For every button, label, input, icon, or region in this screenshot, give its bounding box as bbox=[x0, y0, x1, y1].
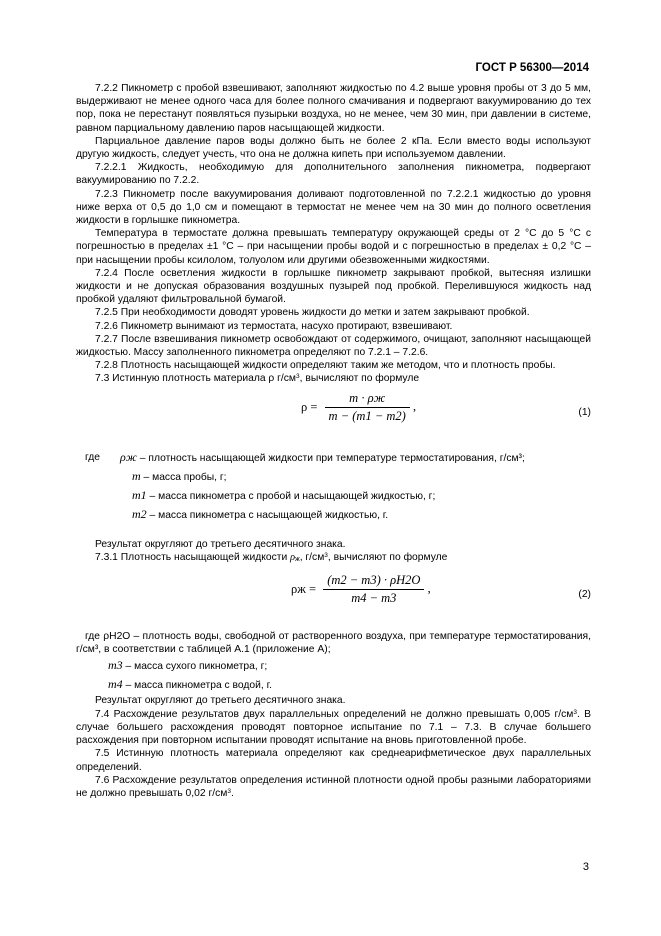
where-text: – масса пробы, г; bbox=[140, 471, 227, 483]
where-text: – масса пикнометра с водой, г. bbox=[122, 680, 272, 692]
where-row bbox=[120, 467, 591, 486]
para-7-6 bbox=[76, 774, 591, 800]
para-7-2-2-pressure: Парциальное давление паров воды должно быть не более 2 кПа. Если вместо воды используют другую жидкость, следует учесть, что она не должна кипеть при используемом давлении. bbox=[76, 135, 591, 161]
where-text: – плотность насыщающей жидкости при температуре термостатирования, г/см³; bbox=[136, 452, 525, 464]
para-7-4 bbox=[76, 708, 591, 748]
superscript: 3 bbox=[324, 551, 328, 559]
para-7-2-3: 7.2.3 Пикнометр после вакуумирования доливают подготовленной по 7.2.2.1 жидкостью до уровня ниже верха от 0,5 до 1,0 см и помещают в термостат не менее чем на 30 мин до полного осветления жидкости в горлышке пикнометра. bbox=[76, 188, 591, 227]
standard-header: ГОСТ Р 56300—2014 bbox=[475, 62, 589, 74]
para-7-2-3-temperature: Температура в термостате должна превышать температуру окружающей среды от 2 °С до 5 °С с погрешностью в пределах ±1 °С – при насыщении пробы водой и с погрешностью в пределах ± 0,2 °С – при насыщении пробы ксилолом, толуолом или другими обезвоженными жидкостями. bbox=[76, 228, 591, 266]
formula-1-numerator: m · ρж bbox=[325, 392, 410, 408]
subscript: ж bbox=[295, 555, 300, 563]
formula-1 bbox=[76, 392, 591, 442]
symbol-rho: ρ bbox=[290, 551, 296, 563]
para-7-2-8: 7.2.8 Плотность насыщающей жидкости определяют таким же методом, что и плотность пробы. bbox=[95, 360, 556, 372]
formula-2 bbox=[76, 574, 591, 624]
para-7-2-2: 7.2.2 Пикнометр с пробой взвешивают, заполняют жидкостью по 4.2 выше уровня пробы от 3 до 5 мм, выдерживают не менее одного часа для более полного смачивания и подвергают вакуумированию до тех пор, пока не перестанут появляться пузырьки воздуха, но не менее, чем 30 мин, при давлении в системе, равном парциальному давлению паров насыщающей жидкости. bbox=[76, 83, 591, 134]
where-label: где bbox=[85, 451, 101, 463]
where-text: – масса пикнометра с насыщающей жидкостью, г. bbox=[146, 509, 389, 521]
formula-2-number: (2) bbox=[578, 589, 591, 601]
where-block-1 bbox=[76, 448, 591, 524]
symbol-m: m bbox=[132, 468, 141, 483]
where-row bbox=[120, 505, 591, 524]
formula-2-tail: , bbox=[427, 581, 431, 596]
formula-1-lhs: ρ = bbox=[301, 399, 318, 414]
para-7-6-text: 7.6 Расхождение результатов определения истинной плотности одной пробы разными лабораториями не должно превышать 0,02 г/см bbox=[76, 774, 591, 799]
symbol-m3: m3 bbox=[108, 658, 123, 673]
formula-1-tail: , bbox=[412, 399, 417, 414]
formula-1-denominator: m − (m1 − m2) bbox=[328, 408, 406, 423]
formula-1-number: (1) bbox=[578, 406, 591, 418]
para-7-3-1-unit: , г/см bbox=[299, 551, 325, 563]
para-7-3-text: 7.3 Истинную плотность материала ρ г/см bbox=[95, 373, 296, 385]
superscript: 3 bbox=[296, 373, 300, 381]
para-7-2-6: 7.2.6 Пикнометр вынимают из термостата, насухо протирают, взвешивают. bbox=[95, 320, 453, 332]
formula-2-lhs: ρж = bbox=[291, 582, 317, 597]
where-row bbox=[108, 675, 591, 694]
symbol-rho-zh: ρж bbox=[120, 449, 137, 464]
symbol-m2: m2 bbox=[132, 506, 147, 521]
para-7-4-text: 7.4 Расхождение результатов двух параллельных определений не должно превышать 0,005 г/см bbox=[95, 708, 574, 720]
formula-2-fraction bbox=[323, 574, 424, 605]
formula-1-fraction bbox=[325, 392, 410, 423]
result-rounding-2: Результат округляют до третьего десятичного знака. bbox=[95, 695, 346, 707]
formula-2-numerator: (m2 − m3) · ρH2O bbox=[323, 574, 424, 590]
para-7-3-tail: , вычисляют по формуле bbox=[299, 373, 420, 385]
superscript: 3 bbox=[227, 787, 231, 795]
para-7-3-1-tail: , вычисляют по формуле bbox=[327, 551, 448, 563]
para-7-2-4: 7.2.4 После осветления жидкости в горлышке пикнометр закрывают пробкой, вытесняя излишки жидкости и не допуская образования воздушных пузырей под пробкой. Перелившуюся жидкость над пробкой удаляют фильтровальной бумагой. bbox=[76, 267, 591, 306]
para-7-2-7: 7.2.7 После взвешивания пикнометр освобождают от содержимого, очищают, заполняют насыщающей жидкостью. Массу заполненного пикнометра определяют по 7.2.1 – 7.2.6. bbox=[76, 333, 591, 359]
where-block-2-intro: где ρH2O – плотность воды, свободной от растворенного воздуха, при температуре термостатирования, г/см³, в соответствии с таблицей А.1 (приложение А); bbox=[76, 631, 591, 656]
para-7-5: 7.5 Истинную плотность материала определяют как среднеарифметическое двух параллельных определений. bbox=[76, 748, 591, 773]
where-row bbox=[120, 448, 591, 467]
para-7-2-5: 7.2.5 При необходимости доводят уровень жидкости до метки и затем закрывают пробкой. bbox=[95, 307, 530, 319]
para-7-4-tail: . В случае большего расхождения проводят повторное испытание по 7.1 – 7.3. В случае большего расхождения при повторном испытании проводят испытание на вновь приготовленной пробе. bbox=[76, 708, 591, 747]
symbol-m1: m1 bbox=[132, 487, 147, 502]
formula-2-denominator: m4 − m3 bbox=[351, 591, 397, 606]
para-7-2-2-1: 7.2.2.1 Жидкость, необходимую для дополнительного заполнения пикнометра, подвергают вакуумированию по 7.2.2. bbox=[76, 162, 591, 187]
where-text: – масса сухого пикнометра, г; bbox=[122, 661, 268, 673]
where-row bbox=[120, 486, 591, 505]
page-number: 3 bbox=[582, 861, 589, 873]
document-body bbox=[76, 82, 591, 800]
where-text: – масса пикнометра с пробой и насыщающей жидкостью, г; bbox=[146, 490, 436, 502]
where-block-2 bbox=[76, 656, 591, 694]
superscript: 3 bbox=[573, 708, 577, 716]
para-7-6-tail: . bbox=[230, 787, 234, 799]
result-rounding-1: Результат округляют до третьего десятичного знака. bbox=[95, 538, 346, 550]
symbol-m4: m4 bbox=[108, 677, 123, 692]
para-7-3 bbox=[76, 372, 591, 385]
para-7-3-1-text: 7.3.1 Плотность насыщающей жидкости bbox=[95, 551, 291, 563]
para-7-3-1 bbox=[76, 551, 591, 564]
where-row bbox=[108, 656, 591, 675]
